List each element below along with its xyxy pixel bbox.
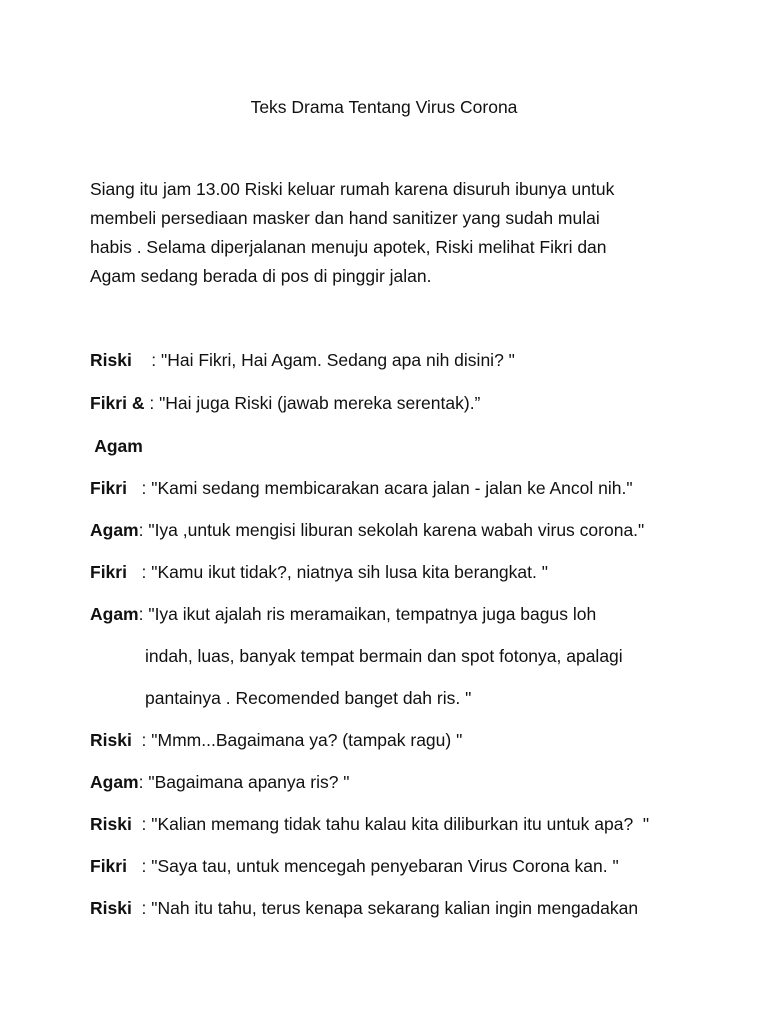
speaker-name: Riski xyxy=(90,730,132,750)
speaker-name: Agam xyxy=(90,520,139,540)
dialogue-line xyxy=(90,435,143,457)
speaker-separator: : xyxy=(131,898,152,918)
dialogue-text: "Hai Fikri, Hai Agam. Sedang apa nih disini? " xyxy=(161,350,515,370)
narration-line: Siang itu jam 13.00 Riski keluar rumah karena disuruh ibunya untuk xyxy=(90,179,615,199)
speaker-name: Fikri xyxy=(90,478,127,498)
dialogue-line xyxy=(90,771,350,793)
speaker-name: Fikri xyxy=(90,562,127,582)
speaker-separator: : xyxy=(126,856,152,876)
speaker-name: Agam xyxy=(90,436,143,456)
speaker-name: Fikri xyxy=(90,856,127,876)
dialogue-line xyxy=(90,349,515,371)
document-title: Teks Drama Tentang Virus Corona xyxy=(250,97,518,117)
dialogue-line xyxy=(90,477,633,499)
narration-line: habis . Selama diperjalanan menuju apotek, Riski melihat Fikri dan xyxy=(90,237,607,257)
dialogue-line xyxy=(90,729,462,751)
speaker-separator: : xyxy=(138,520,149,540)
dialogue-text: "Kalian memang tidak tahu kalau kita diliburkan itu untuk apa? " xyxy=(151,814,650,834)
speaker-name: Riski xyxy=(90,350,132,370)
dialogue-line xyxy=(90,603,596,625)
dialogue-line xyxy=(90,392,480,414)
dialogue-line xyxy=(90,561,548,583)
dialogue-text: "Iya ,untuk mengisi liburan sekolah karena wabah virus corona." xyxy=(148,520,645,540)
dialogue-text: "Kamu ikut tidak?, niatnya sih lusa kita berangkat. " xyxy=(151,562,548,582)
speaker-name: Riski xyxy=(90,814,132,834)
dialogue-text: pantainya . Recomended banget dah ris. " xyxy=(145,688,472,708)
speaker-separator: : xyxy=(126,478,152,498)
speaker-name: Agam xyxy=(90,772,139,792)
dialogue-text: "Iya ikut ajalah ris meramaikan, tempatnya juga bagus loh xyxy=(148,604,597,624)
speaker-separator: : xyxy=(131,350,162,370)
dialogue-text: indah, luas, banyak tempat bermain dan spot fotonya, apalagi xyxy=(145,646,623,666)
dialogue-text: "Nah itu tahu, terus kenapa sekarang kalian ingin mengadakan xyxy=(151,898,639,918)
narration-line: Agam sedang berada di pos di pinggir jalan. xyxy=(90,266,432,286)
speaker-separator: : xyxy=(126,562,152,582)
dialogue-text: "Mmm...Bagaimana ya? (tampak ragu) " xyxy=(151,730,463,750)
speaker-separator: : xyxy=(131,814,152,834)
speaker-separator: : xyxy=(138,604,149,624)
dialogue-text: "Hai juga Riski (jawab mereka serentak).” xyxy=(159,393,481,413)
speaker-separator: : xyxy=(131,730,152,750)
speaker-name: Riski xyxy=(90,898,132,918)
dialogue-text: "Saya tau, untuk mencegah penyebaran Virus Corona kan. " xyxy=(151,856,619,876)
dialogue-text: "Kami sedang membicarakan acara jalan - jalan ke Ancol nih." xyxy=(151,478,633,498)
narration-line: membeli persediaan masker dan hand sanitizer yang sudah mulai xyxy=(90,208,600,228)
dialogue-line xyxy=(90,897,638,919)
dialogue-line xyxy=(90,519,644,541)
dialogue-line xyxy=(90,855,619,877)
dialogue-continuation-line xyxy=(145,687,471,709)
dialogue-text: "Bagaimana apanya ris? " xyxy=(148,772,350,792)
speaker-name: Agam xyxy=(90,604,139,624)
speaker-separator: : xyxy=(144,393,160,413)
speaker-separator: : xyxy=(138,772,149,792)
dialogue-continuation-line xyxy=(145,645,623,667)
speaker-name: Fikri & xyxy=(90,393,145,413)
dialogue-line xyxy=(90,813,649,835)
